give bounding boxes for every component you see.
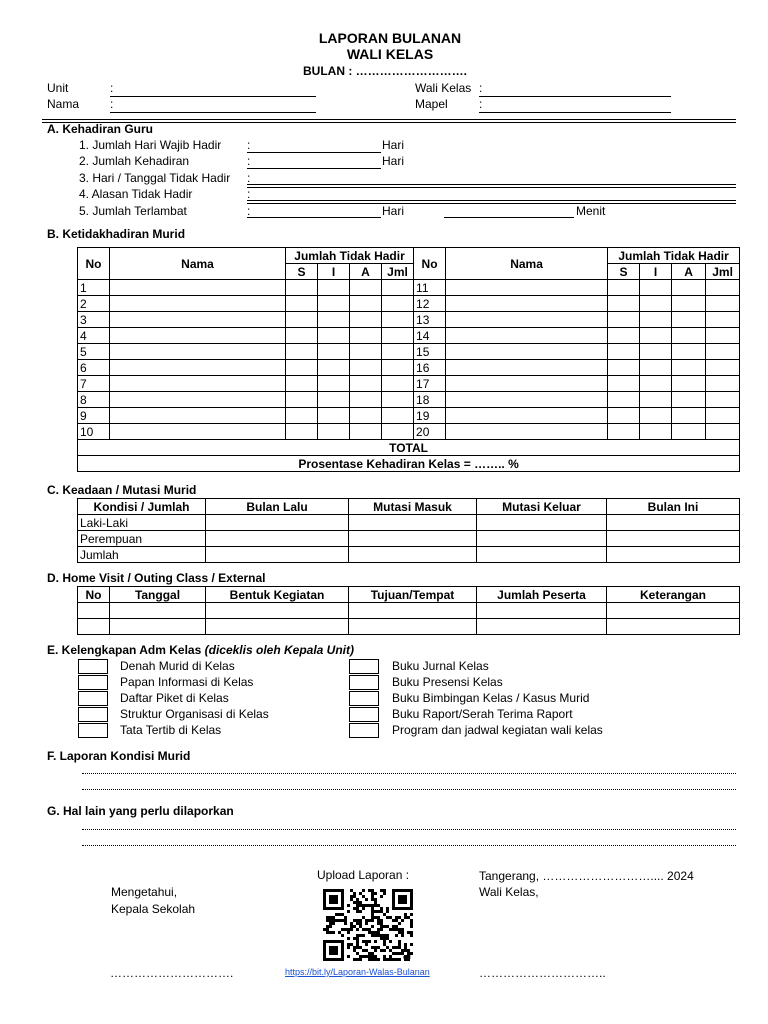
cell[interactable] (110, 360, 286, 376)
cell[interactable] (640, 360, 672, 376)
qr-caption: ovl (403, 955, 411, 961)
col-bulan-ini: Bulan Ini (607, 499, 740, 515)
table-row (78, 280, 740, 296)
cell[interactable] (608, 328, 640, 344)
cell[interactable] (672, 280, 706, 296)
checkbox[interactable] (78, 691, 108, 706)
row-number: 20 (414, 424, 446, 440)
wali-kelas-input[interactable] (479, 96, 671, 97)
cell[interactable] (640, 424, 672, 440)
row-number: 6 (78, 360, 110, 376)
row-label: Laki-Laki (78, 515, 206, 531)
cell[interactable] (477, 603, 607, 619)
upload-label: Upload Laporan : (317, 868, 410, 882)
cell[interactable] (446, 344, 608, 360)
section-f-title: F. Laporan Kondisi Murid (47, 749, 191, 763)
cell[interactable] (286, 424, 318, 440)
cell[interactable] (110, 424, 286, 440)
cell[interactable] (477, 515, 607, 531)
cell[interactable] (318, 424, 350, 440)
row-number: 16 (414, 360, 446, 376)
table-row (78, 296, 740, 312)
cell[interactable] (206, 603, 349, 619)
checklist-label: Denah Murid di Kelas (120, 659, 235, 673)
a-field-alasan-line (247, 203, 736, 204)
absence-table (77, 247, 740, 472)
checkbox[interactable] (349, 659, 379, 674)
checklist-label: Buku Bimbingan Kelas / Kasus Murid (392, 691, 590, 705)
cell[interactable] (607, 531, 740, 547)
cell[interactable] (477, 619, 607, 635)
cell[interactable] (110, 312, 286, 328)
cell[interactable] (318, 312, 350, 328)
table-row (78, 392, 740, 408)
row-number: 4 (78, 328, 110, 344)
cell[interactable] (446, 392, 608, 408)
col-no: No (414, 248, 446, 280)
cell[interactable] (349, 619, 477, 635)
qr-code-icon[interactable] (323, 889, 413, 961)
a-colon: : (247, 154, 251, 168)
cell[interactable] (608, 408, 640, 424)
a-colon: : (247, 187, 251, 201)
cell[interactable] (382, 344, 414, 360)
col-keterangan: Keterangan (607, 587, 740, 603)
col-jumlah: Jumlah Tidak Hadir (608, 248, 740, 264)
checkbox[interactable] (78, 723, 108, 738)
cell[interactable] (608, 424, 640, 440)
cell[interactable] (110, 296, 286, 312)
cell[interactable] (286, 344, 318, 360)
col-peserta: Jumlah Peserta (477, 587, 607, 603)
cell[interactable] (706, 392, 740, 408)
section-e-note: (diceklis oleh Kepala Unit) (204, 643, 354, 657)
cell[interactable] (608, 392, 640, 408)
checkbox[interactable] (349, 691, 379, 706)
a-colon: : (247, 171, 251, 185)
cell[interactable] (640, 344, 672, 360)
row-number: 1 (78, 280, 110, 296)
checklist-label: Papan Informasi di Kelas (120, 675, 254, 689)
col-jumlah: Jumlah Tidak Hadir (286, 248, 414, 264)
cell[interactable] (382, 360, 414, 376)
cell[interactable] (672, 392, 706, 408)
section-e-heading: E. Kelengkapan Adm Kelas (47, 643, 202, 657)
table-row (78, 547, 740, 563)
row-number: 19 (414, 408, 446, 424)
wali-kelas-colon: : (479, 81, 483, 95)
cell[interactable] (349, 547, 477, 563)
g-line[interactable] (82, 845, 736, 846)
month-field: BULAN : ………………………. (303, 64, 467, 78)
cell[interactable] (78, 619, 110, 635)
cell[interactable] (382, 312, 414, 328)
row-number: 8 (78, 392, 110, 408)
cell[interactable] (446, 376, 608, 392)
checklist-label: Buku Jurnal Kelas (392, 659, 489, 673)
row-number: 12 (414, 296, 446, 312)
cell[interactable] (706, 312, 740, 328)
cell[interactable] (318, 360, 350, 376)
cell[interactable] (608, 296, 640, 312)
cell[interactable] (446, 360, 608, 376)
cell[interactable] (382, 296, 414, 312)
checklist-label: Daftar Piket di Kelas (120, 691, 229, 705)
cell[interactable] (640, 328, 672, 344)
cell[interactable] (608, 360, 640, 376)
cell[interactable] (350, 296, 382, 312)
mapel-colon: : (479, 97, 483, 111)
sign-left: …………………………. (110, 966, 234, 980)
row-number: 7 (78, 376, 110, 392)
nama-colon: : (110, 97, 114, 111)
cell[interactable] (349, 515, 477, 531)
cell[interactable] (318, 392, 350, 408)
col-tujuan: Tujuan/Tempat (349, 587, 477, 603)
page-subtitle: WALI KELAS (346, 46, 434, 62)
col-nama: Nama (446, 248, 608, 280)
cell[interactable] (706, 376, 740, 392)
a-item-4: 4. Alasan Tidak Hadir (79, 187, 193, 201)
cell[interactable] (672, 424, 706, 440)
cell[interactable] (672, 312, 706, 328)
cell[interactable] (706, 424, 740, 440)
cell[interactable] (318, 344, 350, 360)
cell[interactable] (382, 280, 414, 296)
cell[interactable] (446, 280, 608, 296)
cell[interactable] (110, 328, 286, 344)
cell[interactable] (607, 603, 740, 619)
cell[interactable] (286, 280, 318, 296)
col-jml: Jml (382, 264, 414, 280)
checkbox[interactable] (78, 707, 108, 722)
a-field-wajib-hadir[interactable] (247, 152, 381, 153)
cell[interactable] (706, 328, 740, 344)
checkbox[interactable] (349, 723, 379, 738)
table-row (78, 328, 740, 344)
checklist-label: Program dan jadwal kegiatan wali kelas (392, 723, 603, 737)
cell[interactable] (78, 603, 110, 619)
col-i: I (318, 264, 350, 280)
wali-kelas-sign-label: Wali Kelas, (479, 885, 539, 899)
prosentase-row: Prosentase Kehadiran Kelas = …….. % (78, 456, 740, 472)
cell[interactable] (349, 603, 477, 619)
cell[interactable] (477, 531, 607, 547)
cell[interactable] (640, 312, 672, 328)
section-a-title: A. Kehadiran Guru (47, 122, 154, 136)
row-number: 17 (414, 376, 446, 392)
a-colon: : (247, 204, 251, 218)
cell[interactable] (318, 280, 350, 296)
cell[interactable] (672, 344, 706, 360)
page-title: LAPORAN BULANAN (318, 30, 462, 46)
a-hari-unit: Hari (382, 154, 405, 168)
cell[interactable] (110, 344, 286, 360)
kepala-label: Kepala Sekolah (111, 902, 196, 916)
cell[interactable] (446, 296, 608, 312)
upload-link[interactable]: https://bit.ly/Laporan-Walas-Bulanan (285, 967, 430, 977)
cell[interactable] (318, 408, 350, 424)
cell[interactable] (477, 547, 607, 563)
cell[interactable] (706, 408, 740, 424)
divider (42, 119, 736, 120)
cell[interactable] (349, 531, 477, 547)
cell[interactable] (350, 376, 382, 392)
row-label: Perempuan (78, 531, 206, 547)
a-item-3: 3. Hari / Tanggal Tidak Hadir (79, 171, 231, 185)
cell[interactable] (350, 408, 382, 424)
unit-colon: : (110, 81, 114, 95)
row-number: 15 (414, 344, 446, 360)
cell[interactable] (286, 296, 318, 312)
section-d-title: D. Home Visit / Outing Class / External (47, 571, 266, 585)
col-bulan-lalu: Bulan Lalu (206, 499, 349, 515)
table-row (78, 531, 740, 547)
col-no: No (78, 248, 110, 280)
f-line[interactable] (82, 789, 736, 790)
unit-label: Unit (47, 81, 69, 95)
cell[interactable] (640, 408, 672, 424)
cell[interactable] (608, 312, 640, 328)
cell[interactable] (286, 376, 318, 392)
cell[interactable] (608, 280, 640, 296)
row-number: 11 (414, 280, 446, 296)
a-hari-unit: Hari (382, 138, 405, 152)
cell[interactable] (206, 515, 349, 531)
a-field-alasan[interactable] (247, 200, 736, 201)
cell[interactable] (706, 344, 740, 360)
a-field-tanggal[interactable] (247, 184, 736, 185)
a-field-terlambat-hari[interactable] (247, 217, 381, 218)
a-field-terlambat-menit[interactable] (444, 217, 574, 218)
row-number: 10 (78, 424, 110, 440)
a-menit-unit: Menit (576, 204, 606, 218)
sign-right: ………………………….. (479, 966, 606, 980)
table-row (78, 312, 740, 328)
cell[interactable] (382, 424, 414, 440)
row-label: Jumlah (78, 547, 206, 563)
a-item-1: 1. Jumlah Hari Wajib Hadir (79, 138, 222, 152)
checkbox[interactable] (78, 659, 108, 674)
checkbox[interactable] (349, 707, 379, 722)
a-colon: : (247, 138, 251, 152)
col-s: S (608, 264, 640, 280)
cell[interactable] (350, 344, 382, 360)
cell[interactable] (350, 328, 382, 344)
table-row (78, 424, 740, 440)
col-s: S (286, 264, 318, 280)
cell[interactable] (672, 376, 706, 392)
cell[interactable] (640, 376, 672, 392)
col-mutasi-masuk: Mutasi Masuk (349, 499, 477, 515)
a-field-tanggal-line (247, 187, 736, 188)
cell[interactable] (350, 312, 382, 328)
row-number: 2 (78, 296, 110, 312)
cell[interactable] (640, 392, 672, 408)
checkbox[interactable] (349, 675, 379, 690)
cell[interactable] (607, 515, 740, 531)
col-no: No (78, 587, 110, 603)
cell[interactable] (640, 296, 672, 312)
col-jml: Jml (706, 264, 740, 280)
wali-kelas-label: Wali Kelas (415, 81, 472, 95)
cell[interactable] (286, 392, 318, 408)
table-row (78, 408, 740, 424)
cell[interactable] (318, 328, 350, 344)
cell[interactable] (382, 392, 414, 408)
cell[interactable] (382, 408, 414, 424)
col-tanggal: Tanggal (110, 587, 206, 603)
cell[interactable] (318, 376, 350, 392)
table-row (78, 619, 740, 635)
cell[interactable] (607, 619, 740, 635)
mutation-table (77, 498, 740, 563)
col-mutasi-keluar: Mutasi Keluar (477, 499, 607, 515)
checkbox[interactable] (78, 675, 108, 690)
col-a: A (350, 264, 382, 280)
a-item-5: 5. Jumlah Terlambat (79, 204, 187, 218)
table-row (78, 603, 740, 619)
col-a: A (672, 264, 706, 280)
cell[interactable] (206, 531, 349, 547)
cell[interactable] (318, 296, 350, 312)
cell[interactable] (110, 392, 286, 408)
g-line[interactable] (82, 829, 736, 830)
cell[interactable] (446, 328, 608, 344)
cell[interactable] (608, 376, 640, 392)
row-number: 13 (414, 312, 446, 328)
cell[interactable] (382, 328, 414, 344)
mengetahui-label: Mengetahui, (111, 885, 178, 899)
cell[interactable] (672, 328, 706, 344)
cell[interactable] (672, 408, 706, 424)
cell[interactable] (350, 280, 382, 296)
row-number: 5 (78, 344, 110, 360)
cell[interactable] (608, 344, 640, 360)
a-hari-unit: Hari (382, 204, 405, 218)
nama-label: Nama (47, 97, 80, 111)
col-i: I (640, 264, 672, 280)
cell[interactable] (286, 312, 318, 328)
checklist-label: Tata Tertib di Kelas (120, 723, 222, 737)
visit-table (77, 586, 740, 635)
mapel-input[interactable] (479, 112, 671, 113)
cell[interactable] (110, 280, 286, 296)
cell[interactable] (286, 408, 318, 424)
cell[interactable] (446, 312, 608, 328)
cell[interactable] (206, 619, 349, 635)
place-date: Tangerang, ……………………….... 2024 (479, 869, 694, 883)
col-kondisi: Kondisi / Jumlah (78, 499, 206, 515)
cell[interactable] (206, 547, 349, 563)
unit-input[interactable] (110, 96, 316, 97)
cell[interactable] (110, 603, 206, 619)
section-g-title: G. Hal lain yang perlu dilaporkan (47, 804, 234, 818)
table-row (78, 515, 740, 531)
table-row (78, 376, 740, 392)
cell[interactable] (607, 547, 740, 563)
cell[interactable] (350, 424, 382, 440)
cell[interactable] (286, 328, 318, 344)
table-row (78, 360, 740, 376)
cell[interactable] (672, 296, 706, 312)
cell[interactable] (350, 360, 382, 376)
row-number: 18 (414, 392, 446, 408)
a-field-kehadiran[interactable] (247, 168, 381, 169)
col-bentuk: Bentuk Kegiatan (206, 587, 349, 603)
cell[interactable] (350, 392, 382, 408)
section-c-title: C. Keadaan / Mutasi Murid (47, 483, 197, 497)
cell[interactable] (706, 280, 740, 296)
cell[interactable] (110, 408, 286, 424)
cell[interactable] (706, 296, 740, 312)
f-line[interactable] (82, 773, 736, 774)
mapel-label: Mapel (415, 97, 448, 111)
cell[interactable] (446, 408, 608, 424)
table-row (78, 344, 740, 360)
cell[interactable] (110, 376, 286, 392)
row-number: 3 (78, 312, 110, 328)
checklist-label: Struktur Organisasi di Kelas (120, 707, 269, 721)
cell[interactable] (640, 280, 672, 296)
cell[interactable] (286, 360, 318, 376)
checklist-label: Buku Raport/Serah Terima Raport (392, 707, 573, 721)
col-nama: Nama (110, 248, 286, 280)
cell[interactable] (110, 619, 206, 635)
total-row: TOTAL (78, 440, 740, 456)
section-b-title: B. Ketidakhadiran Murid (47, 227, 186, 241)
checklist-label: Buku Presensi Kelas (392, 675, 503, 689)
row-number: 14 (414, 328, 446, 344)
cell[interactable] (706, 360, 740, 376)
a-item-2: 2. Jumlah Kehadiran (79, 154, 190, 168)
cell[interactable] (672, 360, 706, 376)
cell[interactable] (382, 376, 414, 392)
cell[interactable] (446, 424, 608, 440)
section-e-title (47, 643, 354, 657)
nama-input[interactable] (110, 112, 316, 113)
row-number: 9 (78, 408, 110, 424)
